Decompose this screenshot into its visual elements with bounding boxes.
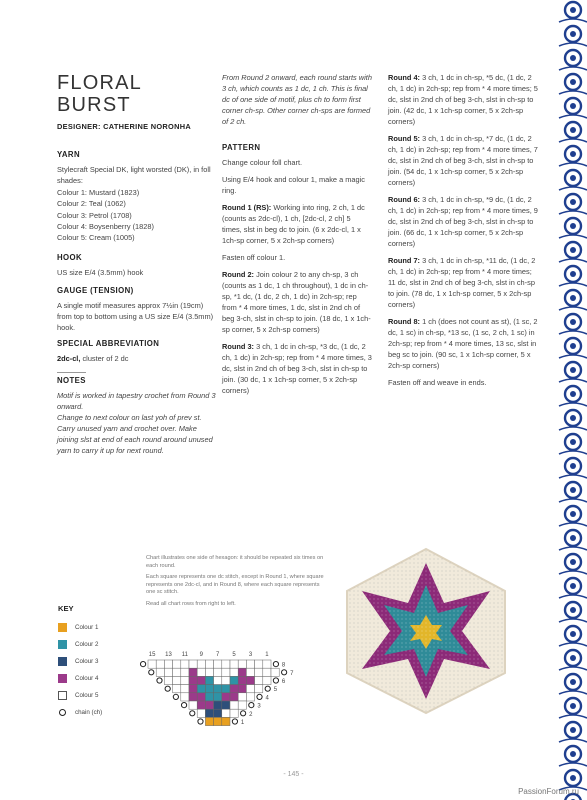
chart-cell (205, 685, 213, 693)
chart-cell (230, 685, 238, 693)
right-column (388, 72, 540, 394)
chart-cell (230, 668, 238, 676)
chart-cell (205, 676, 213, 684)
column-number: 15 (148, 652, 156, 658)
chart-cell (181, 660, 189, 668)
hook-heading: HOOK (57, 252, 82, 262)
caption-line-2: Each square represents one dc stitch, except in Round 1, where square represents one 2dc-cl, and in Round 8, where each square represents one sc stitch. (146, 574, 324, 596)
round-text: 1 ch (does not count as st), (1 sc, 2 dc, 1 sc) in ch-sp, *13 sc, (1 sc, 2 ch, 1 sc) in 2ch-sp; rep from * 4 more times, 13 sc, slst in beg sc to join. (90 sc, 1 x 1ch-sp corner, 5 x 2ch-sp corners) (388, 317, 538, 370)
chart-cell (238, 685, 246, 693)
chain-symbol (190, 711, 195, 716)
round-text: Working into ring, 2 ch, 1 dc (counts as 2dc-cl), 1 ch, [2dc-cl, 2 ch] 5 times, slst in beg dc to join. (6 x 2dc-cl, 1 x 1ch-sp corner, 5 x 2ch-sp corners) (222, 203, 365, 245)
special-abbreviation-heading: SPECIAL ABBREVIATION (57, 338, 160, 348)
row-number: 5 (273, 687, 278, 694)
chain-symbol (273, 678, 278, 683)
round-text: Fasten off and weave in ends. (388, 378, 487, 387)
chart-cell (214, 668, 222, 676)
chart-cell (238, 668, 246, 676)
left-column (57, 72, 217, 462)
chart-cell (189, 701, 197, 709)
abbreviation-term: 2dc-cl, (57, 353, 81, 363)
chart-key (58, 604, 102, 721)
chart-cell (189, 685, 197, 693)
chart-cell (230, 709, 238, 717)
chart-cell (173, 660, 181, 668)
column-number: 3 (248, 652, 253, 658)
chart-cell (230, 701, 238, 709)
key-label: Colour 5 (75, 692, 99, 699)
chart-cell (156, 660, 164, 668)
key-item (58, 619, 102, 636)
round-text: 3 ch, 1 dc in ch-sp, *11 dc, (1 dc, 2 ch, 1 dc) in 2ch-sp; rep from * 4 more times; 11 dc, slst in 2nd ch of beg 3-ch, slst in ch-sp to join. (78 dc, 1 x 1ch-sp corner, 5 x 2ch-sp corners) (388, 256, 536, 309)
chart-cell (222, 685, 230, 693)
gauge-heading: GAUGE (TENSION) (57, 285, 134, 295)
yarn-intro: Stylecraft Special DK, light worsted (DK), in foll shades: (57, 165, 211, 186)
chart-cell (197, 660, 205, 668)
row-number: 2 (249, 711, 253, 718)
chart-cell (255, 660, 263, 668)
chart-cell (255, 668, 263, 676)
intro-note: From Round 2 onward, each round starts with 3 ch, which counts as 1 dc, 1 ch. This is final dc of one side of motif, plus ch to form first corner ch-sp. Other corner ch-sps are formed of 2 ch. (222, 73, 372, 126)
round-text: 3 ch, 1 dc in ch-sp, *5 dc, (1 dc, 2 ch, 1 dc) in 2ch-sp; rep from * 4 more times; 5 dc, slst in 2nd ch of beg 3-ch, slst in ch-sp to join. (42 dc, 1 x 1ch-sp corner, 5 x 2ch-sp corners) (388, 73, 538, 126)
round-label: Round 7: (388, 256, 421, 265)
chart-cell (173, 676, 181, 684)
abbreviation-definition: cluster of 2 dc (80, 353, 129, 363)
chart-cell (214, 717, 222, 725)
pattern-title: FLORAL BURST (57, 72, 142, 116)
row-number: 6 (281, 679, 286, 685)
swatch-colour-3 (58, 657, 67, 666)
column-number: 9 (199, 652, 203, 658)
key-item (58, 653, 102, 670)
chain-symbol (232, 719, 237, 724)
chain-symbol (149, 670, 154, 675)
chart-cell (263, 660, 271, 668)
round-text: 3 ch, 1 dc in ch-sp, *9 dc, (1 dc, 2 ch, 1 dc) in 2ch-sp; rep from * 4 more times, 9 dc, slst in 2nd ch of beg 3-ch, slst in ch-sp to join. (66 dc, 1 x 1ch-sp corner, 5 x 2ch-sp corners) (388, 195, 538, 248)
chart-cell (246, 676, 254, 684)
chart-cell (222, 668, 230, 676)
row-number: 7 (290, 670, 294, 677)
special-abbreviation-section (57, 339, 217, 364)
chart-cell (230, 693, 238, 701)
chain-symbol (198, 719, 203, 724)
chart-cell (173, 685, 181, 693)
round-label: Round 8: (388, 317, 421, 326)
yarn-colour-3: Colour 3: Petrol (1708) (57, 210, 132, 220)
key-label: Colour 4 (75, 675, 99, 682)
row-number: 3 (257, 703, 261, 710)
chart-cell (197, 701, 205, 709)
yarn-colour-1: Colour 1: Mustard (1823) (57, 187, 140, 197)
chain-symbol (282, 670, 287, 675)
yarn-section (57, 150, 217, 244)
chart-cell (189, 693, 197, 701)
pattern-heading: PATTERN (222, 143, 261, 152)
swatch-colour-4 (58, 674, 67, 683)
yarn-heading: YARN (57, 150, 80, 159)
chart-cell (222, 709, 230, 717)
chart-cell (214, 685, 222, 693)
chart-cell (197, 693, 205, 701)
hook-section (57, 253, 217, 278)
chart-cell (164, 660, 172, 668)
row-number: 1 (240, 720, 245, 726)
watermark: PassionForum.ru (518, 787, 579, 796)
round-label: Round 6: (388, 195, 421, 204)
yarn-colour-4: Colour 4: Boysenberry (1828) (57, 222, 154, 232)
pattern-line-1: Change colour foll chart. (222, 158, 303, 167)
chart-cell (230, 660, 238, 668)
chart-cell (197, 676, 205, 684)
chart-cell (222, 701, 230, 709)
chain-symbol (273, 662, 278, 667)
chart-cell (205, 668, 213, 676)
gauge-section (57, 286, 217, 333)
chart-cell (205, 717, 213, 725)
chart-cell (214, 693, 222, 701)
chart-cell (222, 676, 230, 684)
key-label: Colour 2 (75, 641, 99, 648)
key-item (58, 670, 102, 687)
chart-cell (238, 693, 246, 701)
swatch-colour-5 (58, 691, 67, 700)
chart-cell (189, 676, 197, 684)
middle-column (222, 72, 372, 402)
row-number: 8 (281, 662, 286, 669)
chart-cell (238, 701, 246, 709)
row-number: 4 (265, 695, 269, 702)
chart-cell (181, 685, 189, 693)
crochet-motif-photo (340, 545, 512, 715)
chart-cell (263, 668, 271, 676)
chart-cell (181, 676, 189, 684)
key-item (58, 687, 102, 704)
key-item (58, 636, 102, 653)
chart-cell (197, 685, 205, 693)
chart-cell (197, 668, 205, 676)
chart-cell (214, 660, 222, 668)
chart-caption (146, 555, 326, 613)
chart-cell (246, 668, 254, 676)
column-number: 5 (232, 652, 236, 658)
round-label: Round 1 (RS): (222, 203, 272, 212)
chart-cell (205, 709, 213, 717)
column-number: 13 (165, 652, 172, 658)
caption-line-1: Chart illustrates one side of hexagon: it should be repeated six times on each round. (146, 555, 324, 569)
chain-symbol-icon (59, 709, 66, 716)
chart-cell (263, 676, 271, 684)
chain-symbol (140, 662, 145, 667)
chain-symbol (157, 678, 162, 683)
chart-cell (214, 676, 222, 684)
yarn-colour-2: Colour 2: Teal (1062) (57, 199, 126, 209)
chart-cell (164, 676, 172, 684)
chart-cell (214, 709, 222, 717)
chart-cell (189, 660, 197, 668)
stitch-chart (130, 646, 310, 736)
yarn-colour-5: Colour 5: Cream (1005) (57, 233, 135, 243)
round-text: 3 ch, 1 dc in ch-sp, *3 dc, (1 dc, 2 ch, 1 dc) in 2ch-sp; rep from * 4 more times, 3 dc, slst in 2nd ch of beg 3-ch, slst in ch-sp to join. (30 dc, 1 x 1ch-sp corner, 5 x 2ch-sp corners) (222, 342, 372, 395)
chart-cell (255, 685, 263, 693)
round-text: Fasten off colour 1. (222, 253, 286, 262)
chart-cell (205, 693, 213, 701)
column-number: 11 (181, 652, 189, 658)
chart-cell (246, 685, 254, 693)
key-label: Colour 1 (75, 624, 99, 631)
gauge-text: A single motif measures approx 7½in (19cm) from top to bottom using a US size E/4 (3.5mm) hook. (57, 300, 214, 332)
chart-cell (230, 676, 238, 684)
round-label: Round 3: (222, 342, 255, 351)
chart-cell (181, 693, 189, 701)
chart-cell (214, 701, 222, 709)
chain-symbol (257, 694, 262, 699)
chart-cell (197, 709, 205, 717)
swatch-colour-2 (58, 640, 67, 649)
chart-cell (222, 660, 230, 668)
round-text: 3 ch, 1 dc in ch-sp, *7 dc, (1 dc, 2 ch, 1 dc) in 2ch-sp; rep from * 4 more times, 7 dc, slst in 2nd ch of beg 3-ch, slst in ch-sp to join. (54 dc, 1 x 1ch-sp corner, 5 x 2ch-sp corners) (388, 134, 538, 187)
chain-symbol (265, 686, 270, 691)
chart-cell (205, 660, 213, 668)
column-number: 1 (265, 652, 269, 658)
chart-cell (164, 668, 172, 676)
decorative-tile-border (555, 0, 587, 800)
chart-cell (255, 676, 263, 684)
notes-section (57, 370, 217, 456)
chain-symbol (181, 703, 186, 708)
chart-cell (189, 668, 197, 676)
round-label: Round 4: (388, 73, 421, 82)
chart-cell (156, 668, 164, 676)
chart-cell (238, 660, 246, 668)
chart-cell (148, 660, 156, 668)
chart-cell (246, 693, 254, 701)
chain-symbol (165, 686, 170, 691)
key-item (58, 704, 102, 721)
designer-credit: DESIGNER: CATHERINE NORONHA (57, 122, 192, 131)
page-number: - 145 - (283, 771, 304, 778)
key-label: Colour 3 (75, 658, 99, 665)
round-text: Join colour 2 to any ch-sp, 3 ch (counts as 1 dc, 1 ch throughout), 1 dc in ch-sp, *1 dc, (1 dc, 2 ch, 1 dc) in 2ch-sp; rep from * 4 more times, 1 dc, slst in 2nd ch of beg 3-ch, slst in ch-sp to join. (18 dc, 1 x 1ch-sp corner, 5 x 2ch-sp corners) (222, 270, 371, 334)
hook-text: US size E/4 (3.5mm) hook (57, 267, 144, 277)
chart-cell (181, 668, 189, 676)
chain-symbol (249, 703, 254, 708)
chain-symbol (173, 694, 178, 699)
notes-heading: NOTES (57, 372, 86, 385)
notes-text: Motif is worked in tapestry crochet from Round 3 onward. Change to next colour on last yoh of prev st. Carry unused yarn and crochet over. Make joining slst at end of each round around unused yarn to carry it up for next round. (57, 390, 216, 455)
swatch-colour-1 (58, 623, 67, 632)
pattern-line-2: Using E/4 hook and colour 1, make a magic ring. (222, 175, 365, 195)
caption-line-3: Read all chart rows from right to left. (146, 600, 236, 607)
key-label: chain (ch) (75, 709, 103, 716)
chart-cell (222, 717, 230, 725)
round-label: Round 2: (222, 270, 255, 279)
chart-cell (271, 668, 279, 676)
chart-cell (238, 676, 246, 684)
chart-cell (222, 693, 230, 701)
column-number: 7 (216, 652, 220, 658)
chart-cell (205, 701, 213, 709)
chart-cell (246, 660, 254, 668)
key-heading: KEY (58, 604, 74, 613)
chart-cell (173, 668, 181, 676)
chain-symbol (241, 711, 246, 716)
round-label: Round 5: (388, 134, 421, 143)
